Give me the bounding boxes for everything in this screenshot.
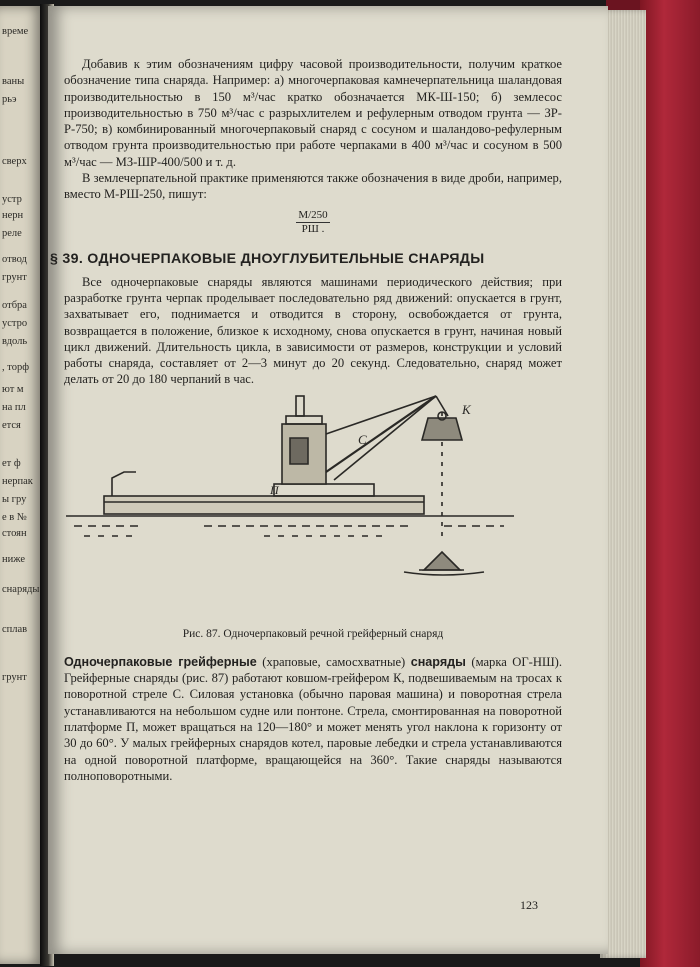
- intro-paragraph: Добавив к этим обозначениям цифру часовой производительности, получим краткое обозначение типа снаряда. Например: а) многочерпаковая камнечерпательница шаландовая производительностью в 150 м³/час кратко обозначается МК-Ш-150; б) землесос производительностью в 750 м³/час с разрыхлителем и рефулерным отводом грунта — ЗР-Р-750; в) комбинированный многочерпаковый снаряд с сосуном и шаландово-рефулерным отводом грунта производительностью при работе черпаками в 400 м³/час и сосуном в 500 м³/час — МЗ-ШР-400/500 и т. д.: [64, 57, 562, 169]
- left-page-fragment: устр: [2, 194, 22, 205]
- left-page-fragment: ы гру: [2, 494, 27, 505]
- label-k: К: [462, 401, 471, 417]
- figure-caption: Рис. 87. Одночерпаковый речной грейферный снаряд: [182, 627, 444, 640]
- grab-bucket: [422, 418, 462, 440]
- left-page-fragment: ваны: [2, 76, 25, 87]
- rotating-platform: [274, 484, 374, 496]
- fraction-denominator: РШ: [301, 222, 319, 235]
- left-page-fragment: нерн: [2, 210, 24, 221]
- left-page-fragment: сверх: [2, 156, 27, 167]
- left-page-fragment: устро: [2, 318, 28, 329]
- label-c: С: [358, 431, 367, 447]
- book-cover: [640, 0, 700, 967]
- left-page: [0, 6, 44, 964]
- label-p: П: [270, 482, 279, 497]
- left-page-fragment: грунт: [2, 272, 27, 283]
- fraction-numerator: М/250: [298, 208, 328, 221]
- grab-rest: (марка ОГ-НШ). Грейферные снаряды (рис. 87) работают ковшом-грейфером К, подвешиваемым на тросах к поворотной стреле С. Силовая установка (обычно паровая машина) и поворотная стрела устанавливаются на небольшом судне или понтоне. Стрела, смонтированная на поворотной платформе П, может вращаться на 120—180° и может менять угол наклона к горизонту от 30 до 60°. У малых грейферных снарядов котел, паровые лебедки и стрела устанавливаются на одной поворотной платформе, вращающейся на 360°. Такие снаряды называются полноповоротными.: [64, 654, 562, 783]
- section-paragraph: Все одночерпаковые снаряды являются машинами периодического действия; при разработке грунта черпак проделывает последовательно ряд движений: опускается в грунт, захватывает его, поднимается и отводится в сторону, освобождается от грунта, возвращается в положение, близкое к исходному, снова опускается в грунт, начиная новый цикл движений. Длительность цикла, в зависимости от размеров, конструкции и условий работы снаряда, составляет от 2—3 минут до 20 секунд. Следовательно, снаряд может делать от 20 до 180 черпаний в час.: [64, 274, 562, 387]
- page-content: [50, 56, 562, 784]
- left-page-fragment: грунт: [2, 672, 27, 683]
- left-page-fragment: ется: [2, 420, 21, 431]
- left-page-fragment: сплав: [2, 624, 28, 635]
- grab-dredger-illustration: [64, 394, 562, 624]
- fraction-paragraph: В землечерпательной практике применяются также обозначения в виде дроби, например, вместо М-РШ-250, пишут:: [64, 171, 562, 202]
- page-number: 123: [520, 898, 538, 912]
- left-page-fragment: време: [2, 26, 29, 37]
- grab-paragraph: [64, 654, 562, 784]
- left-page-fragment: рьэ: [2, 94, 17, 105]
- figure-87: [64, 394, 562, 624]
- left-page-fragment: е в №: [2, 512, 27, 523]
- left-page-fragment: ниже: [2, 554, 26, 565]
- boom: [326, 396, 436, 472]
- left-page-fragment: реле: [2, 228, 22, 239]
- grab-lead-2: снаряды: [410, 654, 466, 669]
- left-page-fragment: отбра: [2, 300, 27, 311]
- left-page-fragment: нерпак: [2, 476, 33, 487]
- left-page-fragment: , торф: [2, 362, 30, 373]
- grab-lead: Одночерпаковые грейферные: [64, 654, 257, 669]
- left-page-fragment: снаряды: [2, 584, 40, 595]
- left-page-fragment: на пл: [2, 402, 26, 413]
- chimney: [296, 396, 304, 416]
- section-title: § 39. ОДНОЧЕРПАКОВЫЕ ДНОУГЛУБИТЕЛЬНЫЕ СНАРЯДЫ: [50, 250, 485, 267]
- fraction-formula: М/250 РШ .: [298, 208, 328, 235]
- left-page-fragment: ют м: [2, 384, 24, 395]
- left-page-fragment: отвод: [2, 254, 27, 265]
- grab-mid: (храповые, самосхватные): [256, 654, 411, 669]
- left-page-fragment: стоян: [2, 528, 27, 539]
- left-page-fragment: ет ф: [2, 458, 21, 469]
- left-page-fragment: вдоль: [2, 336, 28, 347]
- pontoon: [104, 496, 424, 514]
